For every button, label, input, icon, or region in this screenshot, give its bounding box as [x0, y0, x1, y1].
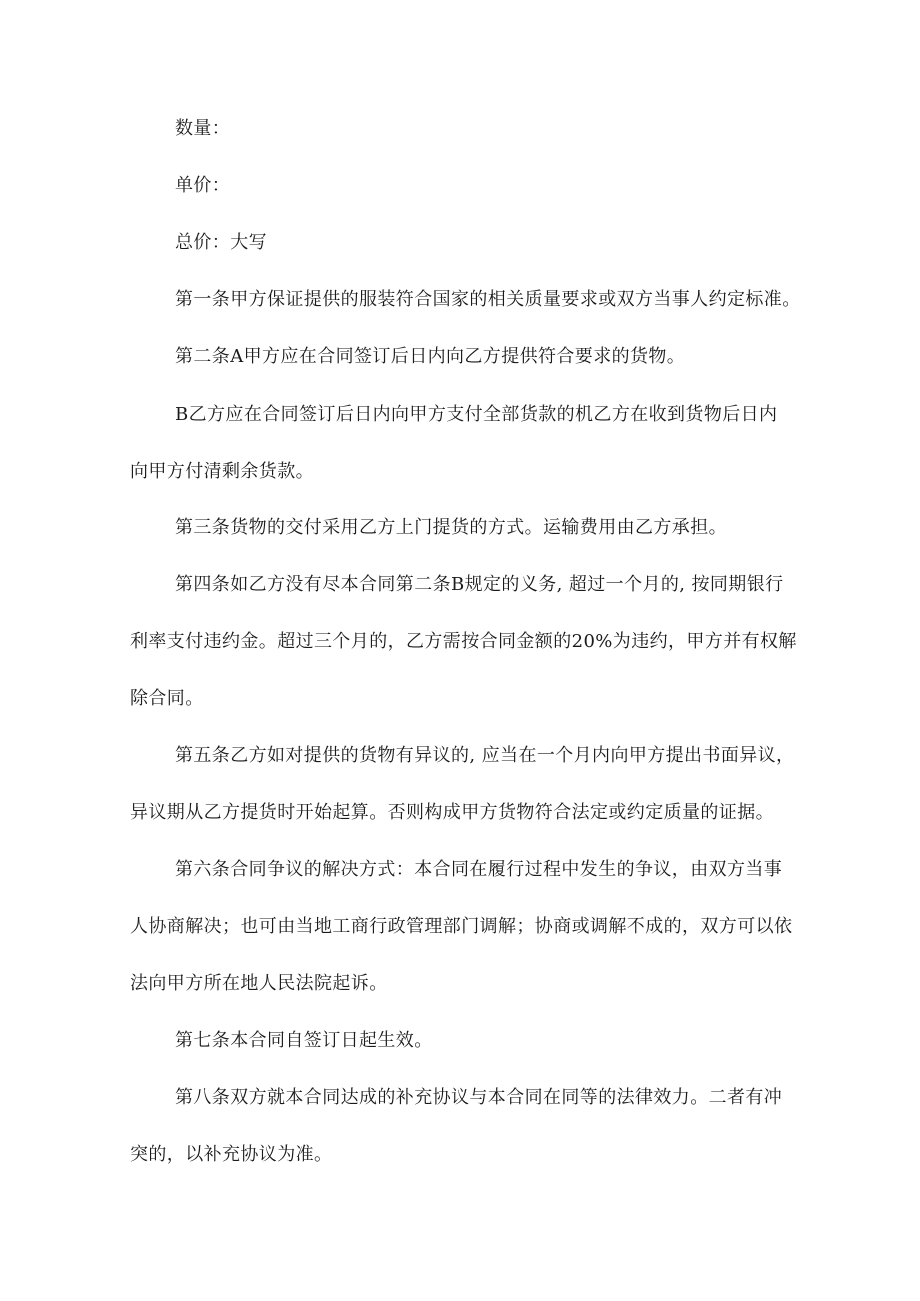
article-4-line-3: 除合同。	[130, 688, 204, 709]
unit-price-label: 单价：	[175, 175, 231, 196]
article-8-line-1: 第八条双方就本合同达成的补充协议与本合同在同等的法律效力。二者有冲	[175, 1087, 783, 1108]
article-8-line-2: 突的，以补充协议为准。	[130, 1144, 333, 1165]
article-6-line-3: 法向甲方所在地人民法院起诉。	[130, 973, 388, 994]
quantity-label: 数量：	[175, 118, 231, 139]
article-2-b-line-1: B乙方应在合同签订后日内向甲方支付全部货款的机乙方在收到货物后日内	[175, 404, 778, 425]
article-5-line-1: 第五条乙方如对提供的货物有异议的, 应当在一个月内向甲方提出书面异议，	[175, 745, 795, 766]
article-2-b-line-2: 向甲方付清剩余货款。	[130, 461, 314, 482]
article-6-line-2: 人协商解决；也可由当地工商行政管理部门调解；协商或调解不成的，双方可以依	[130, 916, 793, 937]
total-price-label: 总价：大写	[175, 232, 267, 253]
article-2-a: 第二条A甲方应在合同签订后日内向乙方提供符合要求的货物。	[175, 346, 686, 367]
article-1: 第一条甲方保证提供的服装符合国家的相关质量要求或双方当事人约定标准。	[175, 289, 801, 310]
article-6-line-1: 第六条合同争议的解决方式：本合同在履行过程中发生的争议，由双方当事	[175, 859, 783, 880]
article-3: 第三条货物的交付采用乙方上门提货的方式。运输费用由乙方承担。	[175, 517, 727, 538]
article-4-line-2: 利率支付违约金。超过三个月的，乙方需按合同金额的20%为违约，甲方并有权解	[130, 631, 797, 652]
article-7: 第七条本合同自签订日起生效。	[175, 1030, 433, 1051]
article-4-line-1: 第四条如乙方没有尽本合同第二条B规定的义务, 超过一个月的, 按同期银行	[175, 574, 784, 595]
article-5-line-2: 异议期从乙方提货时开始起算。否则构成甲方货物符合法定或约定质量的证据。	[130, 802, 774, 823]
